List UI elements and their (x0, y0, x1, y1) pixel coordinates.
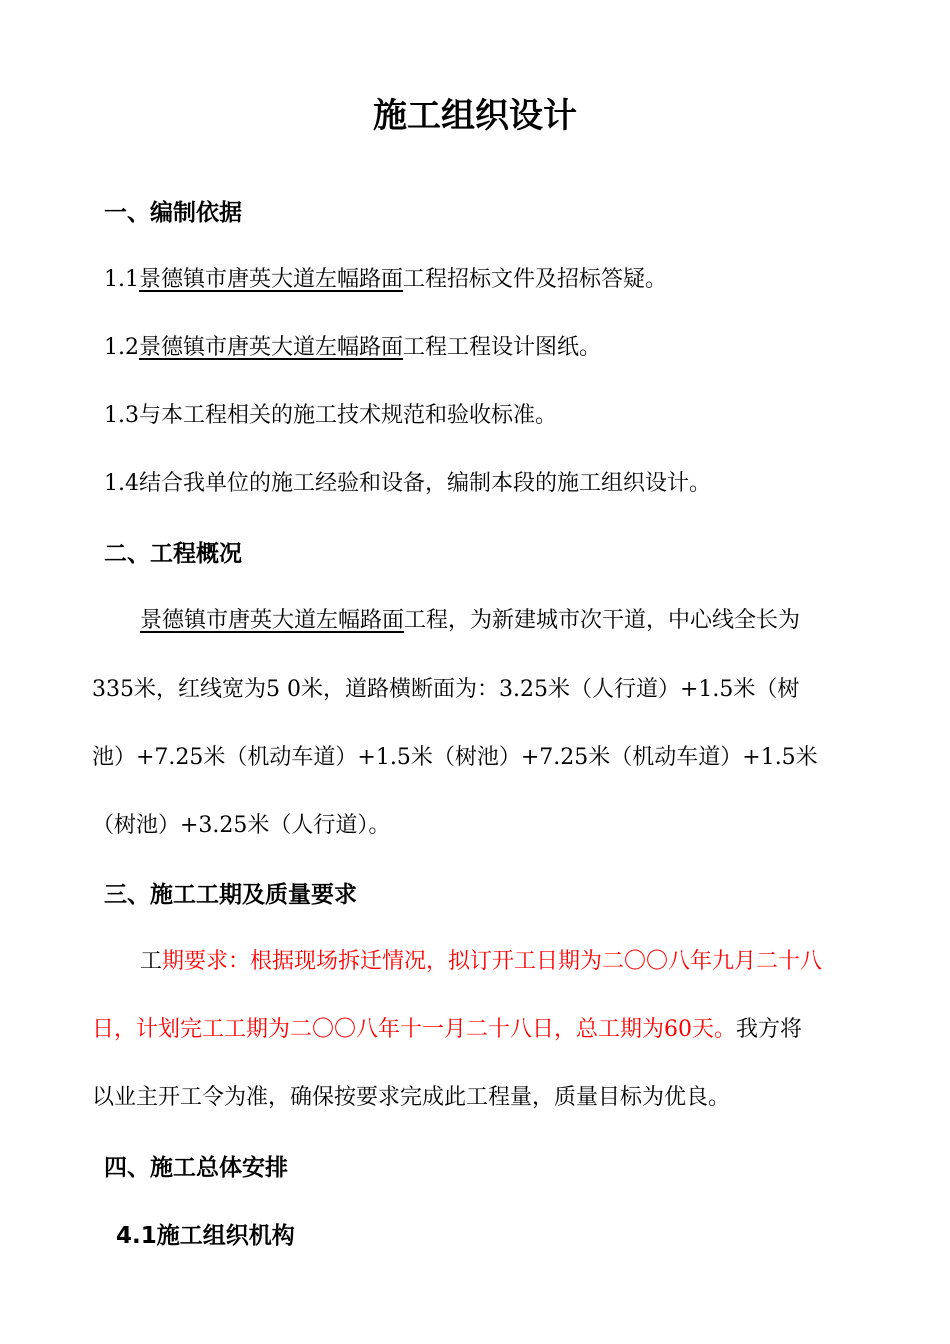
overview-line-1 (140, 603, 800, 634)
schedule-line-3: 以业主开工令为准，确保按要求完成此工程量，质量目标为优良。 (92, 1085, 731, 1110)
basis-item-number: 1.3 (104, 403, 139, 428)
section-heading-schedule: 三、施工工期及质量要求 (104, 882, 357, 908)
overview-text: 工程，为新建城市次干道，中心线全长为 (404, 608, 801, 633)
schedule-text: 工 (140, 949, 163, 974)
project-name-underlined: 景德镇市唐英大道左幅路面 (140, 608, 405, 633)
schedule-line-1 (140, 944, 822, 975)
schedule-text-red: 日，计划完工工期为二〇〇八年十一月二十八日，总工期为60天。 (92, 1017, 736, 1042)
schedule-line-2 (92, 1012, 802, 1043)
project-name-underlined: 景德镇市唐英大道左幅路面 (139, 335, 404, 360)
document-title: 施工组织设计 (373, 96, 577, 136)
basis-item-text: 工程工程设计图纸。 (403, 335, 602, 360)
basis-item-text: 结合我单位的施工经验和设备，编制本段的施工组织设计。 (139, 471, 712, 496)
overview-line-2: 335米，红线宽为5 0米，道路横断面为：3.25米（人行道）+1.5米（树 (92, 677, 800, 702)
basis-item-number: 1.1 (104, 267, 139, 292)
project-name-underlined: 景德镇市唐英大道左幅路面 (139, 267, 404, 292)
schedule-text-red: 期要求：根据现场拆迁情况，拟订开工日期为二〇〇八年九月二十八 (162, 949, 823, 974)
basis-item-text: 工程招标文件及招标答疑。 (403, 267, 668, 292)
basis-item-1 (104, 262, 667, 293)
overview-line-4: （树池）+3.25米（人行道）。 (92, 813, 391, 838)
basis-item-text: 与本工程相关的施工技术规范和验收标准。 (139, 403, 558, 428)
overview-line-3: 池）+7.25米（机动车道）+1.5米（树池）+7.25米（机动车道）+1.5米 (92, 745, 818, 770)
basis-item-number: 1.2 (104, 335, 139, 360)
section-heading-basis: 一、编制依据 (104, 200, 242, 226)
section-heading-arrangement: 四、施工总体安排 (104, 1155, 288, 1181)
basis-item-2 (104, 330, 601, 361)
subsection-heading-organization: 4.1施工组织机构 (116, 1223, 295, 1249)
section-heading-overview: 二、工程概况 (104, 541, 242, 567)
schedule-text: 我方将 (736, 1017, 803, 1042)
basis-item-3 (104, 398, 557, 429)
basis-item-4 (104, 466, 711, 497)
basis-item-number: 1.4 (104, 471, 139, 496)
